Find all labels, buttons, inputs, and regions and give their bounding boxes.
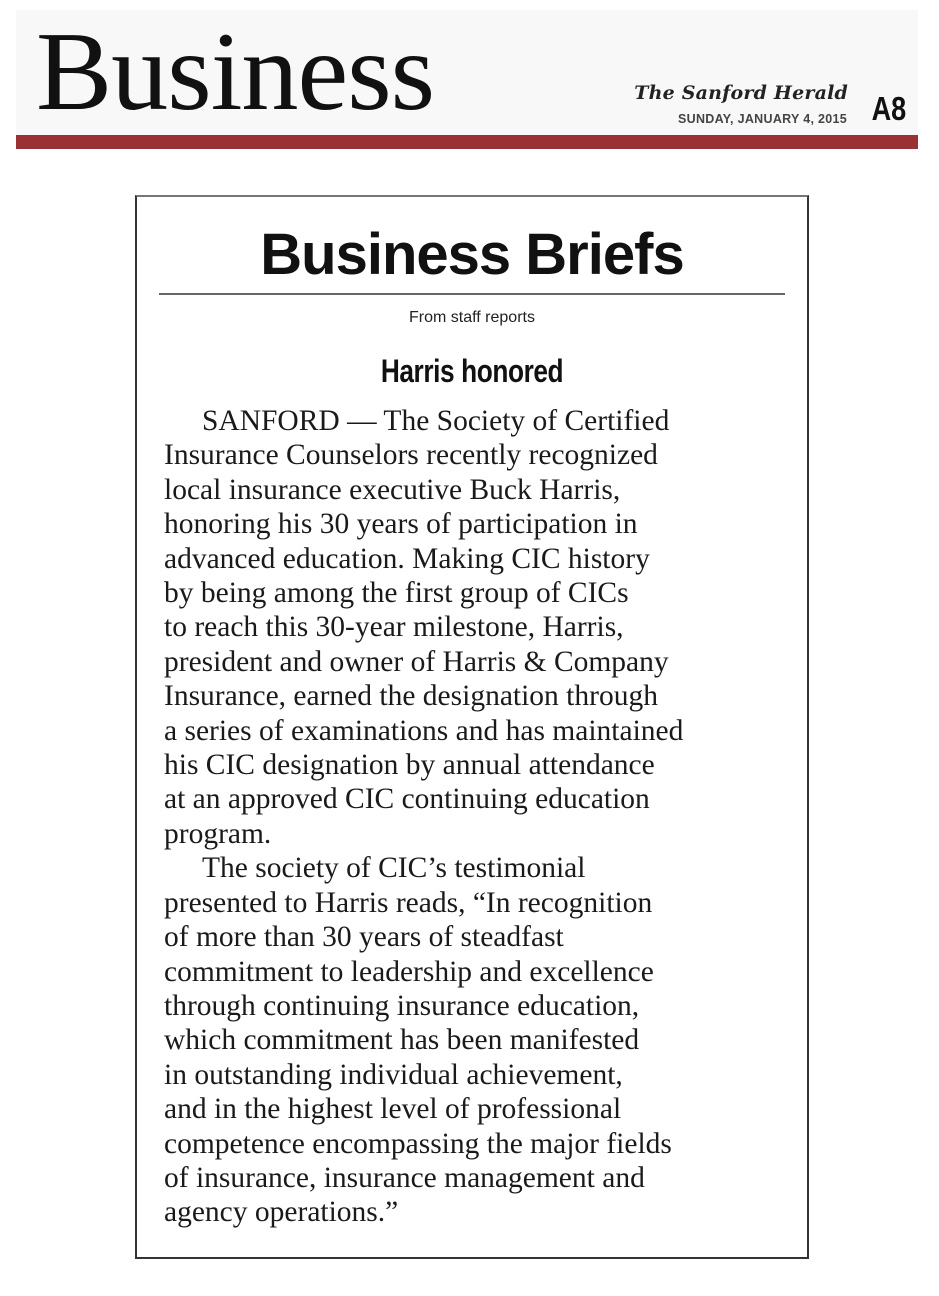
masthead-rule: [16, 135, 918, 149]
article-line: presented to Harris reads, “In recognition: [164, 886, 653, 919]
page-number: A8: [871, 90, 906, 127]
article-body: [164, 404, 794, 1230]
article-line: by being among the first group of CICs: [164, 577, 629, 610]
byline: From staff reports: [409, 309, 535, 326]
article-line: through continuing insurance education,: [164, 989, 640, 1022]
article-line: a series of examinations and has maintained: [164, 714, 684, 747]
article-line: of more than 30 years of steadfast: [164, 921, 564, 954]
publication-date: SUNDAY, JANUARY 4, 2015: [677, 112, 847, 126]
article-line: program.: [164, 817, 272, 850]
article-headline: Harris honored: [380, 353, 564, 389]
article-line: in outstanding individual achievement,: [164, 1058, 623, 1091]
article-line: at an approved CIC continuing education: [164, 783, 650, 816]
article-line: president and owner of Harris & Company: [164, 645, 669, 678]
business-briefs-box: [135, 195, 809, 1259]
article-line: advanced education. Making CIC history: [164, 542, 650, 575]
article-line: agency operations.”: [164, 1196, 399, 1229]
article-line: which commitment has been manifested: [164, 1024, 640, 1057]
article-line: and in the highest level of professional: [164, 1093, 622, 1126]
newspaper-name: The Sanford Herald: [634, 82, 848, 104]
section-title: Business: [36, 10, 435, 134]
article-line: his CIC designation by annual attendance: [164, 749, 655, 782]
article-line: The society of CIC’s testimonial: [202, 852, 586, 885]
title-divider: [159, 293, 785, 295]
briefs-title: Business Briefs: [260, 222, 684, 287]
article-line: commitment to leadership and excellence: [164, 955, 654, 988]
article-line: Insurance Counselors recently recognized: [164, 439, 658, 472]
masthead: [16, 10, 918, 135]
article-line: of insurance, insurance management and: [164, 1161, 645, 1194]
article-line: competence encompassing the major fields: [164, 1127, 672, 1160]
article-line: SANFORD — The Society of Certified: [202, 405, 670, 437]
article-line: local insurance executive Buck Harris,: [164, 473, 621, 506]
article-line: Insurance, earned the designation through: [164, 680, 658, 713]
article-line: honoring his 30 years of participation in: [164, 508, 638, 541]
article-line: to reach this 30-year milestone, Harris,: [164, 611, 624, 644]
